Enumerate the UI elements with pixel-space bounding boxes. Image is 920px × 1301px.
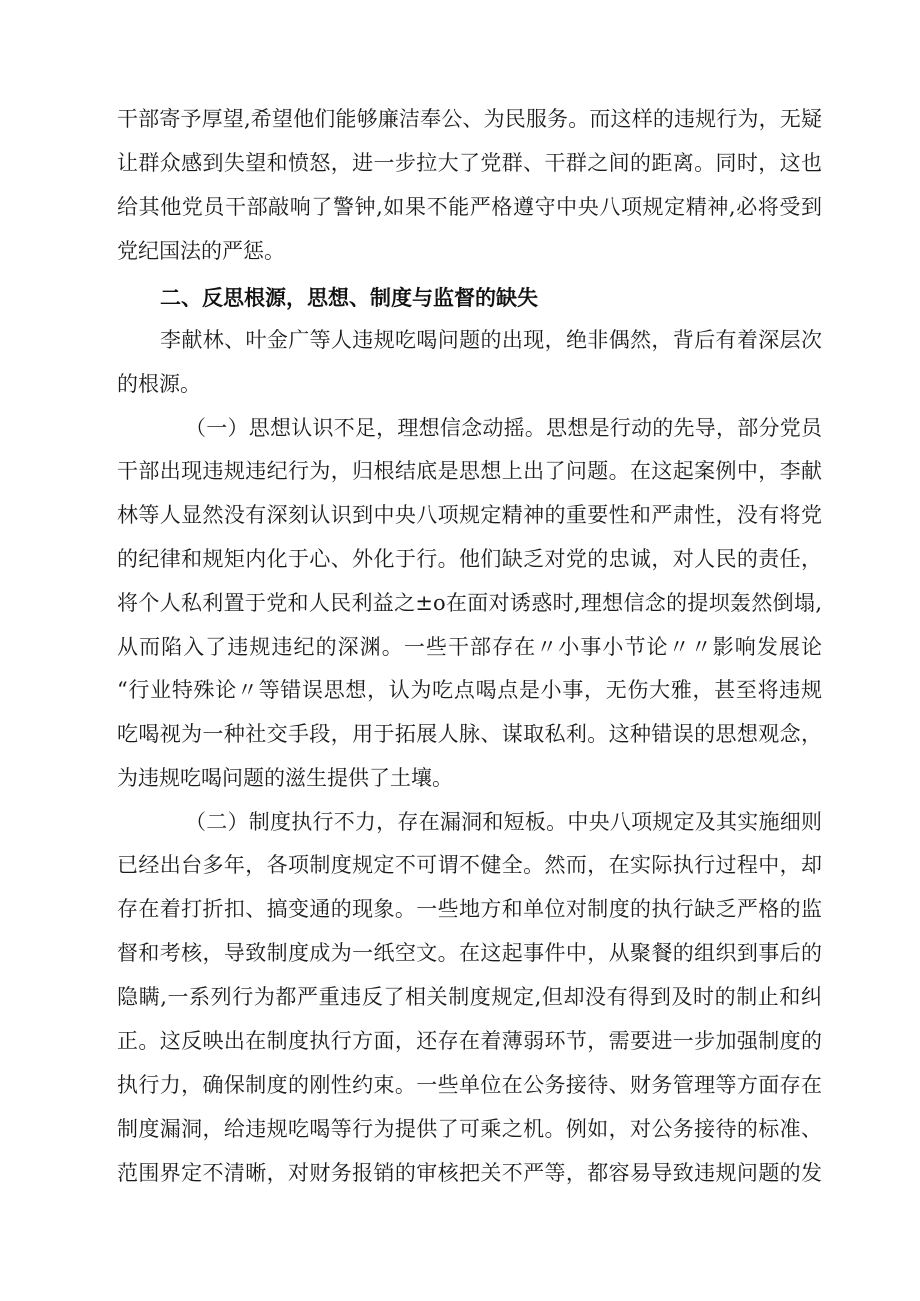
intro-line-1: 干部寄予厚望,希望他们能够廉洁奉公、为民服务。而这样的违规行为，无疑 bbox=[117, 107, 822, 131]
system-line-2: 已经出台多年，各项制度规定不可谓不健全。然而，在实际执行过程中，却 bbox=[117, 853, 822, 877]
system-line-1: （二）制度执行不力，存在漏洞和短板。中央八项规定及其实施细则 bbox=[185, 810, 822, 834]
intro-line-4: 党纪国法的严惩。 bbox=[117, 239, 285, 263]
intro-line-3: 给其他党员干部敲响了警钟,如果不能严格遵守中央八项规定精神,必将受到 bbox=[117, 195, 822, 219]
thought-line-4: 的纪律和规矩内化于心、外化于行。他们缺乏对党的忠诚，对人民的责任， bbox=[117, 547, 822, 571]
thought-line-6: 从而陷入了违规违纪的深渊。一些干部存在〃小事小节论〃〃影响发展论 bbox=[117, 635, 822, 659]
thought-line-3: 林等人显然没有深刻认识到中央八项规定精神的重要性和严肃性，没有将党 bbox=[117, 503, 822, 527]
thought-line-2: 干部出现违规违纪行为，归根结底是思想上出了问题。在这起案例中，李献 bbox=[117, 459, 822, 483]
intro-line-2: 让群众感到失望和愤怒，进一步拉大了党群、干群之间的距离。同时，这也 bbox=[117, 151, 822, 175]
thought-line-7: “行业特殊论〃等错误思想，认为吃点喝点是小事，无伤大雅，甚至将违规 bbox=[117, 678, 822, 702]
system-line-9: 范围界定不清晰，对财务报销的审核把关不严等，都容易导致违规问题的发 bbox=[117, 1161, 822, 1185]
system-line-7: 执行力，确保制度的刚性约束。一些单位在公务接待、财务管理等方面存在 bbox=[117, 1073, 822, 1097]
system-line-8: 制度漏洞，给违规吃喝等行为提供了可乘之机。例如，对公务接待的标准、 bbox=[117, 1117, 822, 1141]
system-line-3: 存在着打折扣、搞变通的现象。一些地方和单位对制度的执行缺乏严格的监 bbox=[117, 897, 822, 921]
system-line-4: 督和考核，导致制度成为一纸空文。在这起事件中，从聚餐的组织到事后的 bbox=[117, 941, 822, 965]
system-line-5: 隐瞒,一系列行为都严重违反了相关制度规定,但却没有得到及时的制止和纠 bbox=[117, 985, 822, 1009]
section-heading: 二、反思根源，思想、制度与监督的缺失 bbox=[160, 286, 538, 310]
root-line-1: 李献林、叶金广等人违规吃喝问题的出现，绝非偶然，背后有着深层次 bbox=[160, 328, 822, 352]
thought-line-9: 为违规吃喝问题的滋生提供了土壤。 bbox=[117, 766, 453, 790]
root-line-2: 的根源。 bbox=[117, 372, 201, 396]
system-line-6: 正。这反映出在制度执行方面，还存在着薄弱环节，需要进一步加强制度的 bbox=[117, 1029, 822, 1053]
thought-line-1: （一）思想认识不足，理想信念动摇。思想是行动的先导，部分党员 bbox=[185, 416, 822, 440]
thought-line-5: 将个人私利置于党和人民利益之±o在面对诱惑时,理想信念的提坝轰然倒塌, bbox=[117, 591, 822, 615]
thought-line-8: 吃喝视为一种社交手段，用于拓展人脉、谋取私利。这种错误的思想观念， bbox=[117, 722, 822, 746]
